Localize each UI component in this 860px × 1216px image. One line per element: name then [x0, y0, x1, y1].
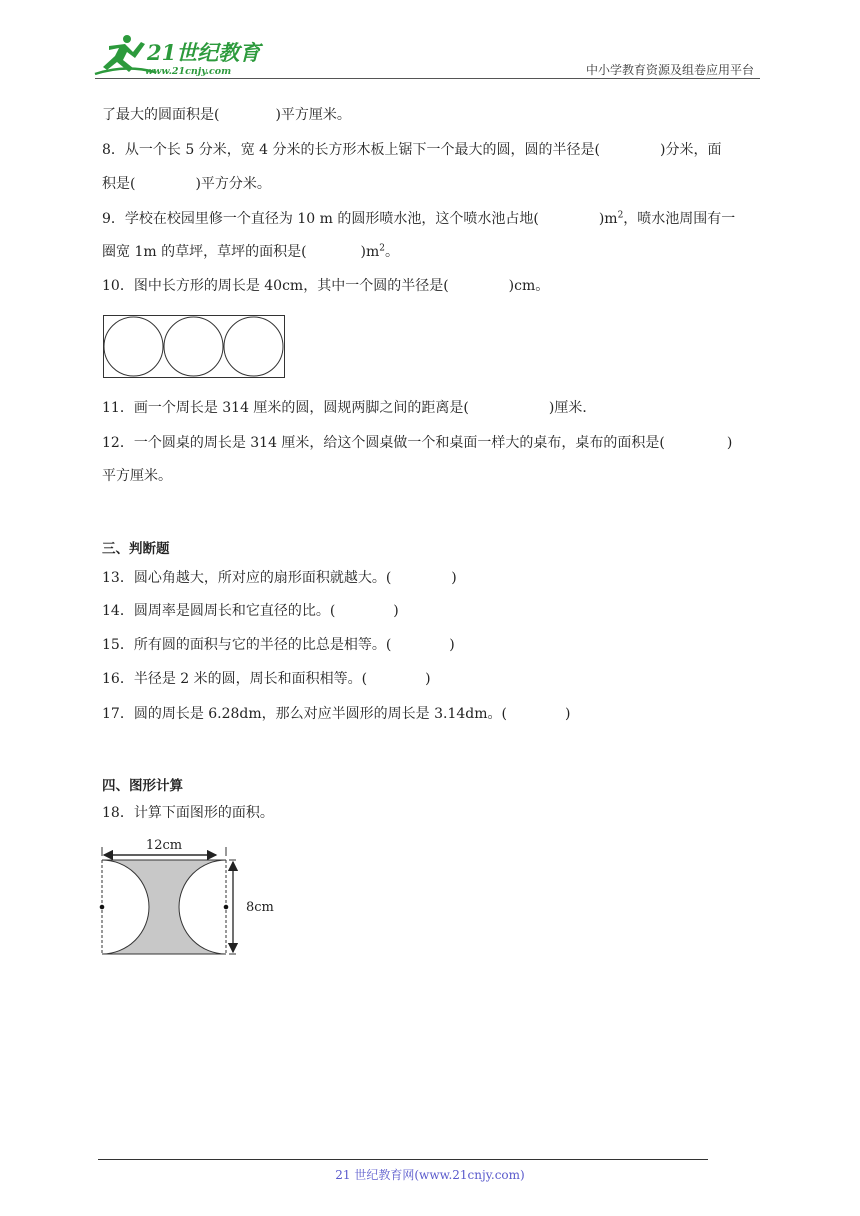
question-13: 13．圆心角越大，所对应的扇形面积就越大。( ) [102, 570, 457, 586]
site-logo [95, 30, 265, 78]
question-9-line2: 圈宽 1m 的草坪，草坪的面积是( )$m^2$。 [102, 243, 400, 260]
question-16: 16．半径是 2 米的圆，周长和面积相等。( ) [102, 671, 431, 687]
question-15: 15．所有圆的面积与它的半径的比总是相等。( ) [102, 637, 455, 653]
height-label: 8cm [246, 900, 274, 915]
figure-circle [164, 317, 223, 376]
question-8-line1: 8．从一个长 5 分米，宽 4 分米的长方形木板上锯下一个最大的圆，圆的半径是( )分米，面 [102, 142, 722, 158]
question-14: 14．圆周率是圆周长和它直径的比。( ) [102, 603, 399, 619]
question-9-line1: 9．学校在校园里修一个直径为 10 m 的圆形喷水池，这个喷水池占地( )$m^2$，喷水池周围有一 [102, 210, 736, 227]
header-platform-text: 中小学教育资源及组卷应用平台 [585, 63, 754, 77]
figure-rectangle [104, 316, 285, 378]
left-center-dot [100, 905, 105, 910]
figure-circle [224, 317, 283, 376]
section-title-figure-calculation: 四、图形计算 [102, 778, 183, 794]
logo-url: www.21cnjy.com [145, 66, 232, 77]
shaded-region [102, 860, 226, 954]
shaded-area-figure [96, 835, 274, 960]
question-8-line2: 积是( )平方分米。 [102, 176, 271, 192]
question-17: 17．圆的周长是 6.28dm，那么对应半圆形的周长是 3.14dm。( ) [102, 706, 571, 722]
question-11: 11．画一个周长是 314 厘米的圆，圆规两脚之间的距离是( )厘米． [102, 400, 597, 416]
right-center-dot [224, 905, 229, 910]
width-label: 12cm [145, 838, 183, 853]
figure-circle [104, 317, 163, 376]
page-header [95, 30, 760, 80]
section-title-judgement: 三、判断题 [102, 541, 170, 557]
question-12-line1: 12．一个圆桌的周长是 314 厘米，给这个圆桌做一个和桌面一样大的桌布，桌布的面积是( ) [102, 435, 733, 451]
rectangle-three-circles-figure [103, 315, 285, 379]
footer-divider [98, 1159, 708, 1160]
header-divider [95, 78, 760, 79]
question-18: 18．计算下面图形的面积。 [102, 805, 274, 821]
logo-text: 21世纪教育 [147, 40, 261, 65]
line-continuation: 了最大的圆面积是( )平方厘米。 [102, 107, 351, 123]
question-10: 10．图中长方形的周长是 40cm，其中一个圆的半径是( )cm。 [102, 278, 550, 294]
question-12-line2: 平方厘米。 [102, 468, 172, 484]
footer-text: 21 世纪教育网(www.21cnjy.com) [335, 1168, 525, 1182]
